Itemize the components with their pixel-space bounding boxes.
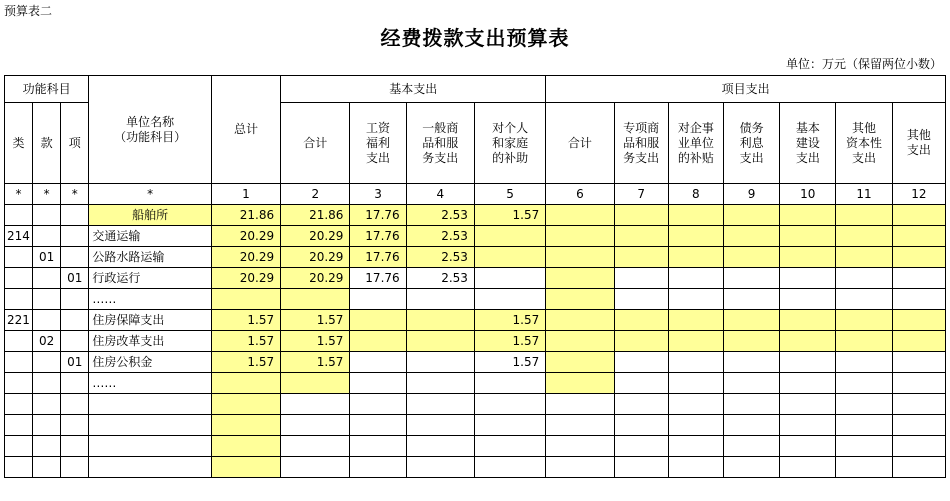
- other-capital-cell: [836, 331, 892, 352]
- unit-name-cell: 住房保障支出: [89, 310, 212, 331]
- goods-services-cell: [406, 415, 474, 436]
- project-sum-cell: [546, 436, 614, 457]
- capital-construction-cell: [780, 247, 836, 268]
- project-sum-cell: [546, 457, 614, 478]
- total-header: 总计: [211, 76, 280, 184]
- debt-interest-cell: [723, 373, 779, 394]
- table-row: [5, 394, 946, 415]
- table-row: [5, 373, 946, 394]
- household-subsidy-cell: 1.57: [474, 205, 545, 226]
- capital-construction-cell: [780, 415, 836, 436]
- kuan-code-cell: [33, 205, 61, 226]
- capital-construction-cell: [780, 352, 836, 373]
- index-cell: *: [33, 184, 61, 205]
- special-goods-cell: [614, 415, 668, 436]
- cat-code-cell: 221: [5, 310, 33, 331]
- capital-construction-cell: [780, 268, 836, 289]
- capital-construction-cell: [780, 373, 836, 394]
- table-row: [5, 268, 946, 289]
- special-goods-cell: [614, 394, 668, 415]
- total-cell: 20.29: [211, 247, 280, 268]
- wages-cell: 17.76: [350, 268, 406, 289]
- other-expense-cell: [892, 436, 945, 457]
- debt-interest-cell: [723, 394, 779, 415]
- kuan-code-cell: [33, 268, 61, 289]
- basic-sum-cell: 21.86: [281, 205, 350, 226]
- total-cell: 21.86: [211, 205, 280, 226]
- goods-services-cell: [406, 310, 474, 331]
- cat-code-cell: [5, 415, 33, 436]
- total-cell: [211, 436, 280, 457]
- project-sum-cell: [546, 331, 614, 352]
- cat-code-cell: 214: [5, 226, 33, 247]
- special-goods-cell: [614, 226, 668, 247]
- other-expense-cell: [892, 415, 945, 436]
- table-row: [5, 289, 946, 310]
- basic-sum-cell: [281, 289, 350, 310]
- kuan-code-cell: [33, 226, 61, 247]
- kuan-code-cell: [33, 352, 61, 373]
- project-sum-cell: [546, 289, 614, 310]
- wages-cell: [350, 373, 406, 394]
- wages-header: 工资 福利 支出: [350, 103, 406, 184]
- xiang-code-cell: [61, 415, 89, 436]
- cat-code-cell: [5, 289, 33, 310]
- debt-interest-cell: [723, 268, 779, 289]
- wages-cell: [350, 394, 406, 415]
- func-subject-header: 功能科目: [5, 76, 89, 103]
- wages-cell: [350, 331, 406, 352]
- index-cell: 2: [281, 184, 350, 205]
- cat-code-cell: [5, 436, 33, 457]
- other-capital-cell: [836, 289, 892, 310]
- other-expense-header: 其他 支出: [892, 103, 945, 184]
- sheet-label: 预算表二: [4, 4, 53, 18]
- unit-name-cell: 住房改革支出: [89, 331, 212, 352]
- basic-sum-cell: 20.29: [281, 247, 350, 268]
- other-expense-cell: [892, 457, 945, 478]
- table-row: [5, 331, 946, 352]
- other-capital-cell: [836, 394, 892, 415]
- basic-expense-header: 基本支出: [281, 76, 546, 103]
- table-row: [5, 205, 946, 226]
- capital-construction-cell: [780, 205, 836, 226]
- capital-construction-header: 基本 建设 支出: [780, 103, 836, 184]
- special-goods-cell: [614, 268, 668, 289]
- goods-services-cell: 2.53: [406, 247, 474, 268]
- cat-code-cell: [5, 394, 33, 415]
- cat-code-cell: [5, 352, 33, 373]
- goods-services-cell: [406, 373, 474, 394]
- xiang-code-cell: [61, 331, 89, 352]
- enterprise-subsidy-cell: [668, 310, 723, 331]
- household-subsidy-cell: 1.57: [474, 310, 545, 331]
- total-cell: [211, 289, 280, 310]
- basic-sum-cell: [281, 373, 350, 394]
- debt-interest-cell: [723, 226, 779, 247]
- capital-construction-cell: [780, 436, 836, 457]
- cat-code-cell: [5, 331, 33, 352]
- table-row: [5, 457, 946, 478]
- household-subsidy-cell: [474, 289, 545, 310]
- project-sum-cell: [546, 352, 614, 373]
- index-cell: 7: [614, 184, 668, 205]
- other-capital-cell: [836, 415, 892, 436]
- basic-sum-cell: 1.57: [281, 310, 350, 331]
- other-capital-cell: [836, 436, 892, 457]
- xiang-code-cell: [61, 457, 89, 478]
- capital-construction-cell: [780, 310, 836, 331]
- special-goods-cell: [614, 331, 668, 352]
- total-cell: 1.57: [211, 352, 280, 373]
- total-cell: [211, 373, 280, 394]
- page-title: 经费拨款支出预算表: [380, 26, 570, 50]
- other-capital-cell: [836, 205, 892, 226]
- wages-cell: [350, 436, 406, 457]
- wages-cell: [350, 457, 406, 478]
- column-index-row: [5, 184, 946, 205]
- enterprise-subsidy-cell: [668, 205, 723, 226]
- kuan-code-cell: 02: [33, 331, 61, 352]
- basic-sum-cell: 20.29: [281, 268, 350, 289]
- other-capital-cell: [836, 373, 892, 394]
- goods-services-cell: [406, 352, 474, 373]
- unit-name-cell: 行政运行: [89, 268, 212, 289]
- debt-interest-cell: [723, 457, 779, 478]
- total-cell: [211, 457, 280, 478]
- unit-name-cell: [89, 457, 212, 478]
- total-cell: 20.29: [211, 226, 280, 247]
- xiang-code-cell: 01: [61, 268, 89, 289]
- project-sum-cell: [546, 415, 614, 436]
- cat-code-cell: [5, 373, 33, 394]
- index-cell: *: [5, 184, 33, 205]
- wages-cell: [350, 289, 406, 310]
- cat-code-cell: [5, 268, 33, 289]
- unit-note: 单位：万元（保留两位小数）: [785, 57, 942, 71]
- other-expense-cell: [892, 205, 945, 226]
- capital-construction-cell: [780, 331, 836, 352]
- total-cell: 20.29: [211, 268, 280, 289]
- enterprise-subsidy-cell: [668, 457, 723, 478]
- kuan-code-cell: [33, 394, 61, 415]
- capital-construction-cell: [780, 394, 836, 415]
- basic-sum-cell: 20.29: [281, 226, 350, 247]
- total-cell: [211, 394, 280, 415]
- debt-interest-cell: [723, 289, 779, 310]
- index-cell: *: [61, 184, 89, 205]
- goods-services-cell: [406, 331, 474, 352]
- project-sum-cell: [546, 205, 614, 226]
- special-goods-cell: [614, 373, 668, 394]
- other-expense-cell: [892, 394, 945, 415]
- enterprise-subsidy-cell: [668, 352, 723, 373]
- cat-code-cell: [5, 457, 33, 478]
- total-cell: [211, 415, 280, 436]
- budget-table: [4, 75, 946, 478]
- index-cell: 1: [211, 184, 280, 205]
- header-row-1: [5, 76, 946, 103]
- table-row: [5, 226, 946, 247]
- debt-interest-cell: [723, 415, 779, 436]
- index-cell: 11: [836, 184, 892, 205]
- kuan-code-cell: [33, 373, 61, 394]
- table-row: [5, 352, 946, 373]
- enterprise-subsidy-cell: [668, 268, 723, 289]
- enterprise-subsidy-cell: [668, 394, 723, 415]
- index-cell: *: [89, 184, 212, 205]
- special-goods-cell: [614, 289, 668, 310]
- debt-interest-cell: [723, 436, 779, 457]
- unit-name-cell: 交通运输: [89, 226, 212, 247]
- goods-services-cell: [406, 394, 474, 415]
- other-expense-cell: [892, 226, 945, 247]
- household-subsidy-cell: [474, 457, 545, 478]
- goods-services-cell: [406, 436, 474, 457]
- kuan-code-cell: [33, 310, 61, 331]
- index-cell: 10: [780, 184, 836, 205]
- special-goods-cell: [614, 205, 668, 226]
- unit-name-cell: ……: [89, 373, 212, 394]
- basic-sum-cell: [281, 394, 350, 415]
- unit-name-cell: [89, 436, 212, 457]
- special-goods-cell: [614, 436, 668, 457]
- xiang-code-cell: [61, 289, 89, 310]
- household-subsidy-header: 对个人 和家庭 的补助: [474, 103, 545, 184]
- special-goods-cell: [614, 457, 668, 478]
- special-goods-cell: [614, 247, 668, 268]
- enterprise-subsidy-cell: [668, 415, 723, 436]
- unit-name-cell: 公路水路运输: [89, 247, 212, 268]
- enterprise-subsidy-cell: [668, 436, 723, 457]
- index-cell: 3: [350, 184, 406, 205]
- unit-name-cell: [89, 394, 212, 415]
- household-subsidy-cell: [474, 268, 545, 289]
- project-sum-header: 合计: [546, 103, 614, 184]
- project-expense-header: 项目支出: [546, 76, 946, 103]
- household-subsidy-cell: [474, 373, 545, 394]
- other-capital-cell: [836, 226, 892, 247]
- wages-cell: [350, 310, 406, 331]
- xiang-code-cell: [61, 226, 89, 247]
- household-subsidy-cell: [474, 394, 545, 415]
- capital-construction-cell: [780, 226, 836, 247]
- basic-sum-cell: [281, 457, 350, 478]
- enterprise-subsidy-cell: [668, 226, 723, 247]
- xiang-code-cell: [61, 436, 89, 457]
- xiang-header: 项: [61, 103, 89, 184]
- index-cell: 12: [892, 184, 945, 205]
- goods-services-cell: [406, 289, 474, 310]
- xiang-code-cell: 01: [61, 352, 89, 373]
- cat-code-cell: [5, 205, 33, 226]
- kuan-code-cell: [33, 457, 61, 478]
- other-expense-cell: [892, 352, 945, 373]
- capital-construction-cell: [780, 289, 836, 310]
- index-cell: 8: [668, 184, 723, 205]
- household-subsidy-cell: [474, 436, 545, 457]
- index-cell: 4: [406, 184, 474, 205]
- household-subsidy-cell: [474, 226, 545, 247]
- kuan-code-cell: 01: [33, 247, 61, 268]
- debt-interest-cell: [723, 205, 779, 226]
- other-capital-header: 其他 资本性 支出: [836, 103, 892, 184]
- basic-sum-cell: [281, 415, 350, 436]
- other-expense-cell: [892, 289, 945, 310]
- unit-name-cell: ……: [89, 289, 212, 310]
- goods-services-cell: [406, 457, 474, 478]
- project-sum-cell: [546, 268, 614, 289]
- kuan-code-cell: [33, 415, 61, 436]
- wages-cell: 17.76: [350, 226, 406, 247]
- xiang-code-cell: [61, 247, 89, 268]
- cat-header: 类: [5, 103, 33, 184]
- household-subsidy-cell: 1.57: [474, 352, 545, 373]
- kuan-code-cell: [33, 436, 61, 457]
- unit-name-header: 单位名称 （功能科目）: [89, 76, 212, 184]
- kuan-header: 款: [33, 103, 61, 184]
- xiang-code-cell: [61, 205, 89, 226]
- project-sum-cell: [546, 310, 614, 331]
- special-goods-cell: [614, 310, 668, 331]
- enterprise-subsidy-cell: [668, 331, 723, 352]
- xiang-code-cell: [61, 373, 89, 394]
- basic-sum-cell: 1.57: [281, 331, 350, 352]
- goods-services-cell: 2.53: [406, 205, 474, 226]
- enterprise-subsidy-header: 对企事 业单位 的补贴: [668, 103, 723, 184]
- wages-cell: 17.76: [350, 205, 406, 226]
- basic-sum-cell: 1.57: [281, 352, 350, 373]
- debt-interest-header: 债务 利息 支出: [723, 103, 779, 184]
- total-cell: 1.57: [211, 331, 280, 352]
- index-cell: 5: [474, 184, 545, 205]
- xiang-code-cell: [61, 310, 89, 331]
- enterprise-subsidy-cell: [668, 373, 723, 394]
- debt-interest-cell: [723, 247, 779, 268]
- index-cell: 6: [546, 184, 614, 205]
- table-row: [5, 436, 946, 457]
- wages-cell: [350, 352, 406, 373]
- other-expense-cell: [892, 373, 945, 394]
- debt-interest-cell: [723, 310, 779, 331]
- debt-interest-cell: [723, 331, 779, 352]
- basic-sum-header: 合计: [281, 103, 350, 184]
- other-capital-cell: [836, 247, 892, 268]
- special-goods-header: 专项商 品和服 务支出: [614, 103, 668, 184]
- other-capital-cell: [836, 352, 892, 373]
- enterprise-subsidy-cell: [668, 289, 723, 310]
- wages-cell: 17.76: [350, 247, 406, 268]
- special-goods-cell: [614, 352, 668, 373]
- household-subsidy-cell: [474, 415, 545, 436]
- capital-construction-cell: [780, 457, 836, 478]
- other-expense-cell: [892, 331, 945, 352]
- table-row: [5, 247, 946, 268]
- household-subsidy-cell: [474, 247, 545, 268]
- other-capital-cell: [836, 268, 892, 289]
- index-cell: 9: [723, 184, 779, 205]
- table-row: [5, 415, 946, 436]
- project-sum-cell: [546, 226, 614, 247]
- project-sum-cell: [546, 247, 614, 268]
- kuan-code-cell: [33, 289, 61, 310]
- unit-name-cell: 住房公积金: [89, 352, 212, 373]
- unit-name-cell: [89, 415, 212, 436]
- table-row: [5, 310, 946, 331]
- basic-sum-cell: [281, 436, 350, 457]
- goods-services-cell: 2.53: [406, 226, 474, 247]
- wages-cell: [350, 415, 406, 436]
- other-capital-cell: [836, 457, 892, 478]
- other-expense-cell: [892, 310, 945, 331]
- debt-interest-cell: [723, 352, 779, 373]
- cat-code-cell: [5, 247, 33, 268]
- enterprise-subsidy-cell: [668, 247, 723, 268]
- project-sum-cell: [546, 373, 614, 394]
- household-subsidy-cell: 1.57: [474, 331, 545, 352]
- xiang-code-cell: [61, 394, 89, 415]
- total-cell: 1.57: [211, 310, 280, 331]
- other-expense-cell: [892, 247, 945, 268]
- goods-services-header: 一般商 品和服 务支出: [406, 103, 474, 184]
- unit-name-cell: 船舶所: [89, 205, 212, 226]
- other-expense-cell: [892, 268, 945, 289]
- other-capital-cell: [836, 310, 892, 331]
- project-sum-cell: [546, 394, 614, 415]
- goods-services-cell: 2.53: [406, 268, 474, 289]
